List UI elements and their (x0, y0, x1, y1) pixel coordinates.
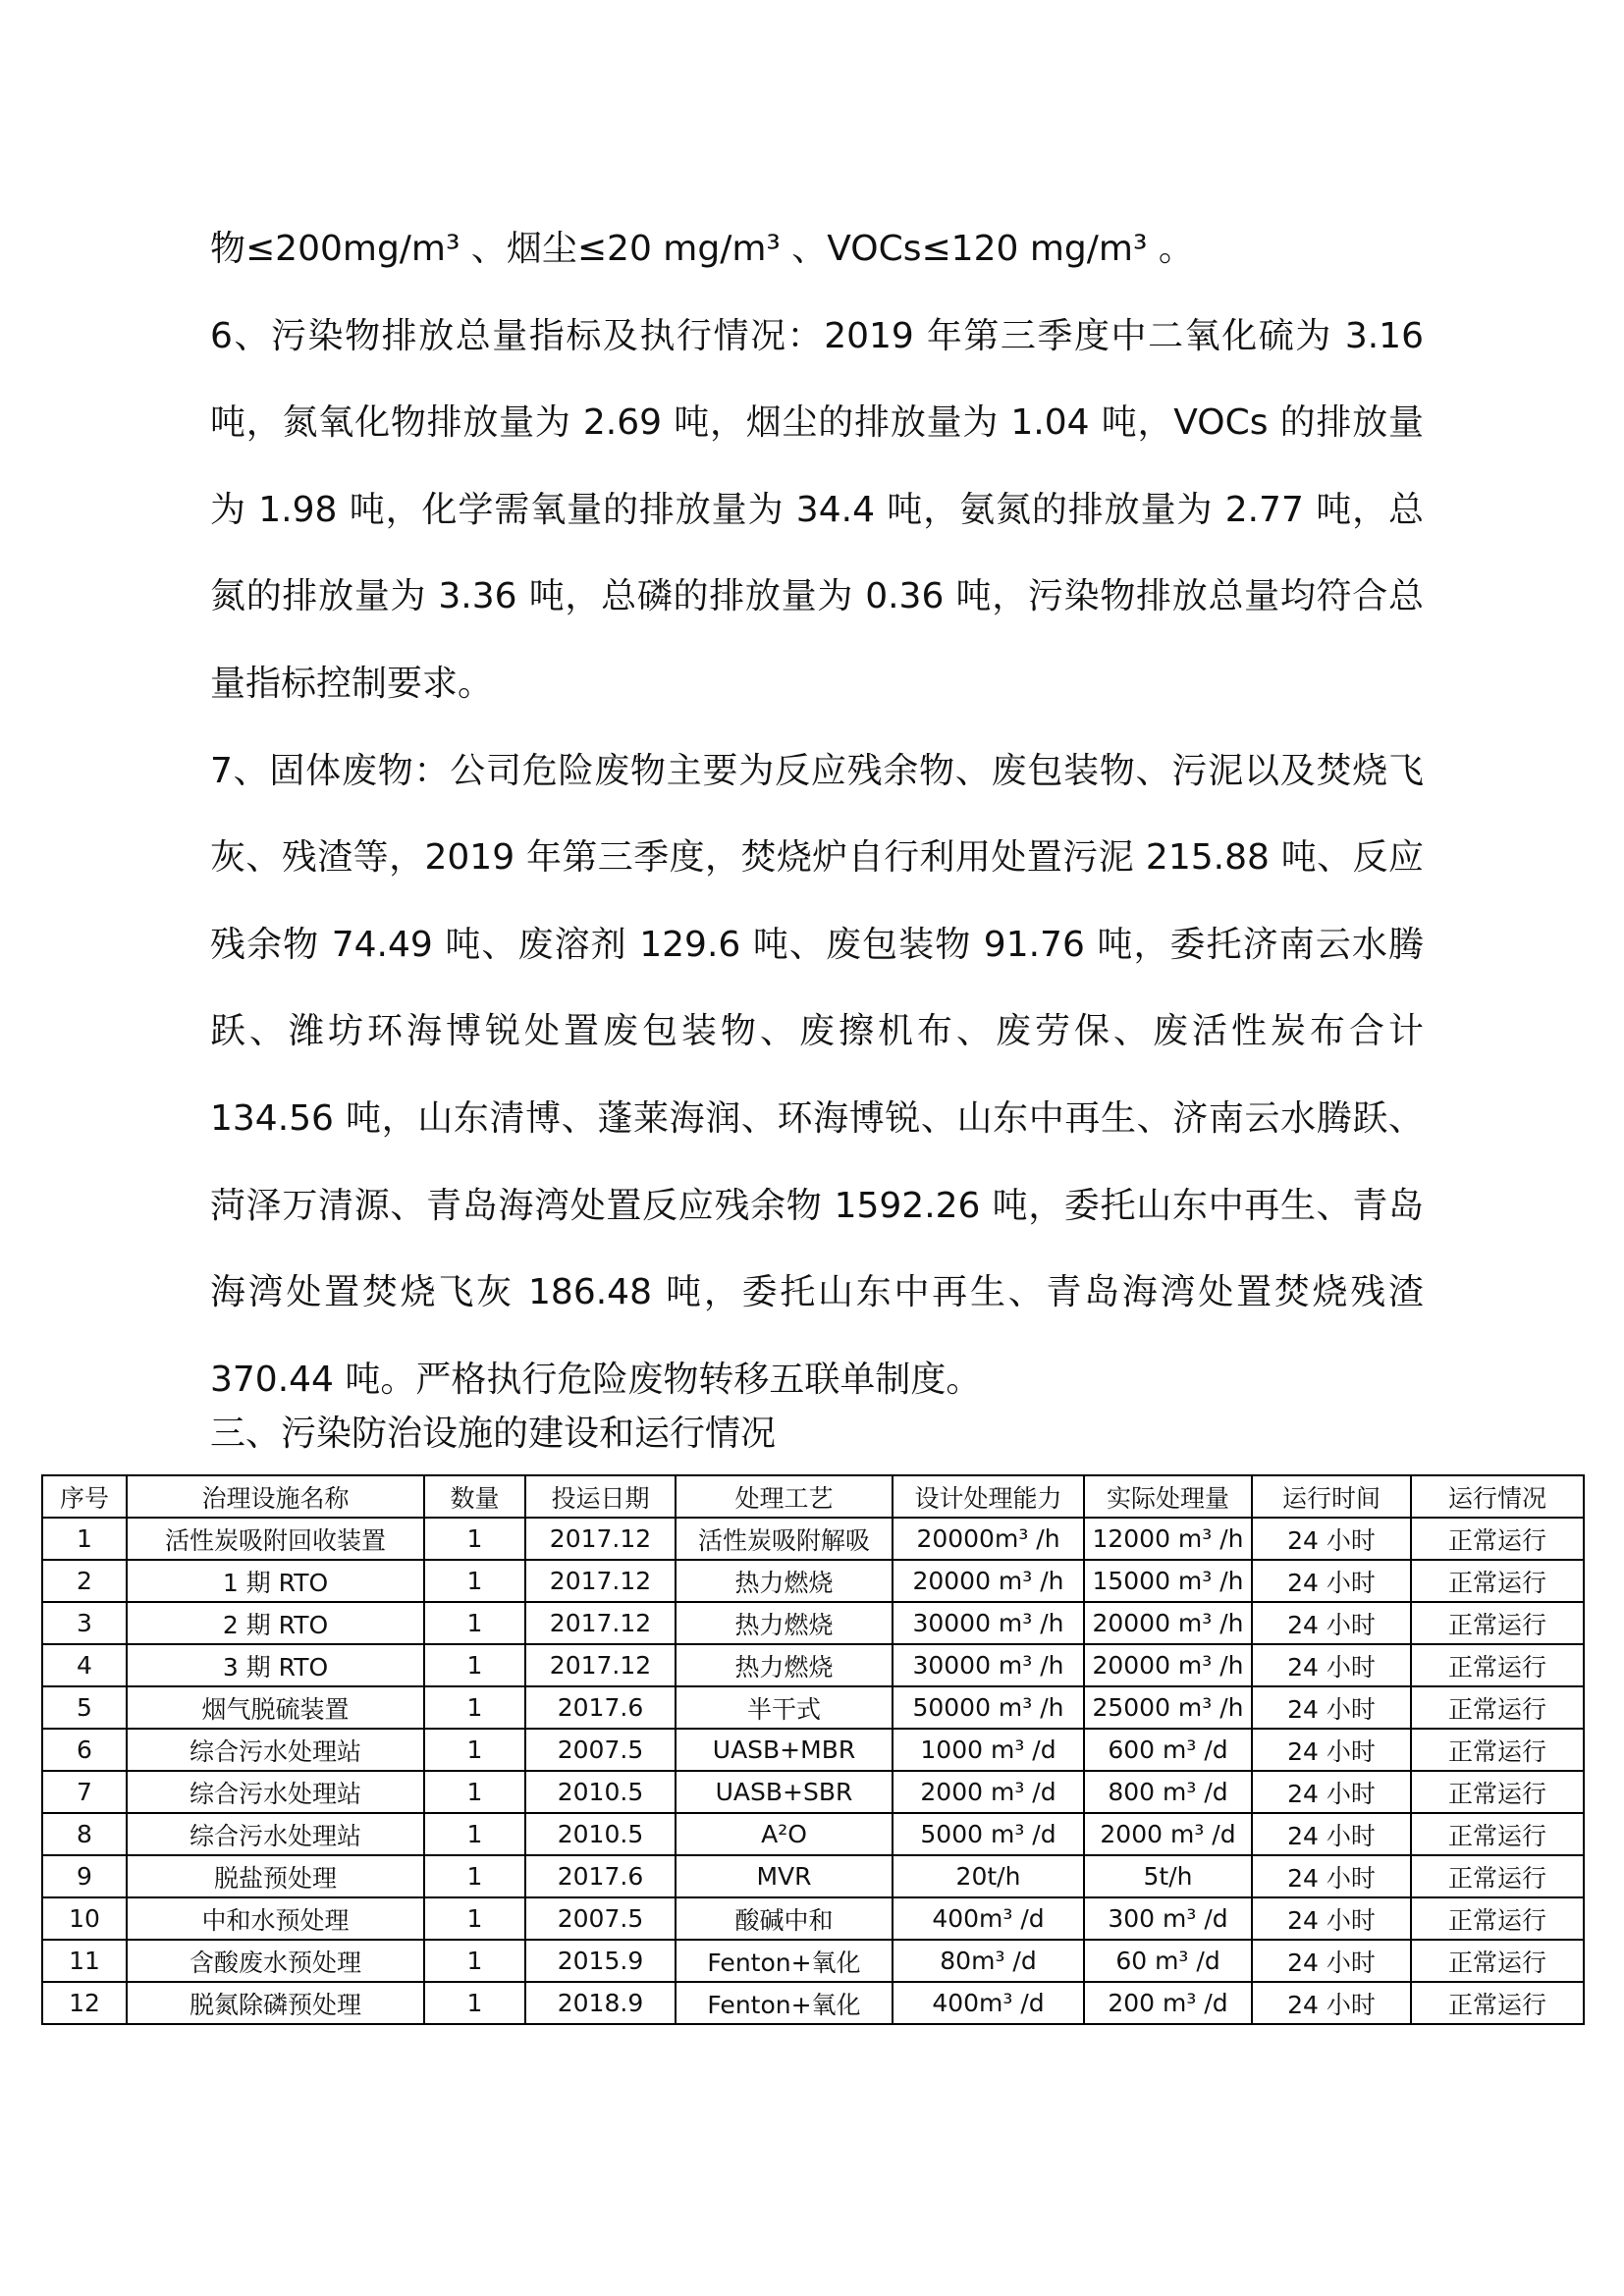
table-cell: 12000 m³ /h (1084, 1518, 1252, 1560)
header-cell: 处理工艺 (676, 1475, 893, 1518)
table-row (42, 1982, 1584, 2024)
table-cell: 正常运行 (1411, 1771, 1584, 1813)
table-cell: 24 小时 (1252, 1813, 1411, 1855)
table-row (42, 1940, 1584, 1982)
table-row (42, 1686, 1584, 1729)
table-cell: 活性炭吸附回收装置 (127, 1518, 424, 1560)
table-cell: 5t/h (1084, 1855, 1252, 1897)
table-cell: 2000 m³ /d (1084, 1813, 1252, 1855)
table-cell: 6 (42, 1729, 127, 1771)
table-row (42, 1644, 1584, 1686)
table-cell: 3 (42, 1602, 127, 1644)
table-cell: 20000 m³ /h (893, 1560, 1084, 1602)
table-cell: 50000 m³ /h (893, 1686, 1084, 1729)
table-cell: 1 (424, 1644, 525, 1686)
table-cell: MVR (676, 1855, 893, 1897)
table-cell: 综合污水处理站 (127, 1813, 424, 1855)
table-cell: 24 小时 (1252, 1729, 1411, 1771)
table-header-row (42, 1475, 1584, 1518)
table-cell: Fenton+氧化 (676, 1940, 893, 1982)
table-row (42, 1771, 1584, 1813)
table-row (42, 1855, 1584, 1897)
table-cell: 1 (424, 1771, 525, 1813)
table-cell: 半干式 (676, 1686, 893, 1729)
table-cell: 4 (42, 1644, 127, 1686)
table-cell: 综合污水处理站 (127, 1729, 424, 1771)
table-cell: 脱氮除磷预处理 (127, 1982, 424, 2024)
header-cell: 序号 (42, 1475, 127, 1518)
table-cell: 24 小时 (1252, 1560, 1411, 1602)
table-cell: 2017.6 (525, 1686, 676, 1729)
table-cell: UASB+MBR (676, 1729, 893, 1771)
table-cell: 300 m³ /d (1084, 1897, 1252, 1940)
table-cell: 正常运行 (1411, 1518, 1584, 1560)
table-cell: 含酸废水预处理 (127, 1940, 424, 1982)
table-row (42, 1602, 1584, 1644)
table-cell: 1 (424, 1686, 525, 1729)
table-cell: 60 m³ /d (1084, 1940, 1252, 1982)
section-heading: 三、污染防治设施的建设和运行情况 (210, 1414, 777, 1454)
table-cell: 2017.6 (525, 1855, 676, 1897)
header-cell: 运行时间 (1252, 1475, 1411, 1518)
table-cell: 5000 m³ /d (893, 1813, 1084, 1855)
paragraph-emission-standard-tail: 物≤200mg/m³ 、烟尘≤20 mg/m³ 、VOCs≤120 mg/m³ 。 (210, 229, 1194, 269)
table-cell: 24 小时 (1252, 1940, 1411, 1982)
table-cell: 2000 m³ /d (893, 1771, 1084, 1813)
table-cell: A²O (676, 1813, 893, 1855)
table-cell: 24 小时 (1252, 1686, 1411, 1729)
table-cell: 7 (42, 1771, 127, 1813)
header-cell: 运行情况 (1411, 1475, 1584, 1518)
table-cell: 2 期 RTO (127, 1602, 424, 1644)
header-cell: 数量 (424, 1475, 525, 1518)
table-body (42, 1518, 1584, 2024)
table-cell: 80m³ /d (893, 1940, 1084, 1982)
header-cell: 投运日期 (525, 1475, 676, 1518)
table-cell: 24 小时 (1252, 1982, 1411, 2024)
table-cell: 正常运行 (1411, 1855, 1584, 1897)
table-cell: 1 (424, 1729, 525, 1771)
header-cell: 设计处理能力 (893, 1475, 1084, 1518)
table-cell: 8 (42, 1813, 127, 1855)
table-cell: 正常运行 (1411, 1729, 1584, 1771)
facility-table (41, 1474, 1585, 2025)
table-cell: 400m³ /d (893, 1897, 1084, 1940)
table-cell: 1 (42, 1518, 127, 1560)
table-cell: 20t/h (893, 1855, 1084, 1897)
table-cell: 30000 m³ /h (893, 1644, 1084, 1686)
table-cell: 24 小时 (1252, 1602, 1411, 1644)
table-cell: 2010.5 (525, 1771, 676, 1813)
table-cell: 热力燃烧 (676, 1602, 893, 1644)
table-cell: 1 (424, 1982, 525, 2024)
table-cell: 烟气脱硫装置 (127, 1686, 424, 1729)
table-cell: 正常运行 (1411, 1602, 1584, 1644)
table-cell: 正常运行 (1411, 1644, 1584, 1686)
table-row (42, 1897, 1584, 1940)
table-cell: 11 (42, 1940, 127, 1982)
table-cell: 3 期 RTO (127, 1644, 424, 1686)
table-cell: UASB+SBR (676, 1771, 893, 1813)
table-cell: 1 (424, 1560, 525, 1602)
facility-table-wrapper (41, 1474, 1583, 2025)
table-cell: 1000 m³ /d (893, 1729, 1084, 1771)
table-row (42, 1560, 1584, 1602)
table-row (42, 1813, 1584, 1855)
table-cell: 24 小时 (1252, 1771, 1411, 1813)
table-cell: 2 (42, 1560, 127, 1602)
table-row (42, 1518, 1584, 1560)
table-cell: 1 (424, 1855, 525, 1897)
table-cell: 5 (42, 1686, 127, 1729)
table-cell: 2007.5 (525, 1897, 676, 1940)
table-cell: 2007.5 (525, 1729, 676, 1771)
paragraph-solid-waste: 7、固体废物：公司危险废物主要为反应残余物、废包装物、污泥以及焚烧飞灰、残渣等，2019 年第三季度，焚烧炉自行利用处置污泥 215.88 吨、反应残余物 74.49 吨、废溶剂 129.6 吨、废包装物 91.76 吨，委托济南云水腾跃、潍坊环海博锐处置废包装物、废擦机布、废劳保、废活性炭布合计 134.56 吨，山东清博、蓬莱海润、环海博锐、山东中再生、济南云水腾跃、菏泽万清源、青岛海湾处置反应残余物 1592.26 吨，委托山东中再生、青岛海湾处置焚烧飞灰 186.48 吨，委托山东中再生、青岛海湾处置焚烧残渣 370.44 吨。严格执行危险废物转移五联单制度。 (210, 750, 1424, 1400)
table-cell: 热力燃烧 (676, 1644, 893, 1686)
table-cell: 正常运行 (1411, 1940, 1584, 1982)
table-cell: 1 (424, 1813, 525, 1855)
table-cell: 2017.12 (525, 1518, 676, 1560)
table-cell: 1 (424, 1940, 525, 1982)
table-cell: 24 小时 (1252, 1855, 1411, 1897)
table-cell: 20000 m³ /h (1084, 1644, 1252, 1686)
table-cell: 12 (42, 1982, 127, 2024)
table-cell: Fenton+氧化 (676, 1982, 893, 2024)
table-cell: 400m³ /d (893, 1982, 1084, 2024)
table-cell: 2017.12 (525, 1602, 676, 1644)
table-cell: 9 (42, 1855, 127, 1897)
table-cell: 24 小时 (1252, 1644, 1411, 1686)
table-cell: 20000 m³ /h (1084, 1602, 1252, 1644)
table-cell: 热力燃烧 (676, 1560, 893, 1602)
table-row (42, 1729, 1584, 1771)
table-cell: 10 (42, 1897, 127, 1940)
table-cell: 正常运行 (1411, 1897, 1584, 1940)
table-cell: 正常运行 (1411, 1686, 1584, 1729)
table-cell: 1 (424, 1897, 525, 1940)
table-cell: 活性炭吸附解吸 (676, 1518, 893, 1560)
table-cell: 正常运行 (1411, 1982, 1584, 2024)
table-cell: 酸碱中和 (676, 1897, 893, 1940)
table-cell: 600 m³ /d (1084, 1729, 1252, 1771)
table-cell: 中和水预处理 (127, 1897, 424, 1940)
table-cell: 24 小时 (1252, 1897, 1411, 1940)
table-cell: 脱盐预处理 (127, 1855, 424, 1897)
table-cell: 1 (424, 1602, 525, 1644)
table-cell: 2015.9 (525, 1940, 676, 1982)
table-cell: 正常运行 (1411, 1560, 1584, 1602)
table-cell: 2017.12 (525, 1560, 676, 1602)
paragraph-emission-totals: 6、污染物排放总量指标及执行情况：2019 年第三季度中二氧化硫为 3.16 吨，氮氧化物排放量为 2.69 吨，烟尘的排放量为 1.04 吨，VOCs 的排放量为 1.98 吨，化学需氧量的排放量为 34.4 吨，氨氮的排放量为 2.77 吨，总氮的排放量为 3.36 吨，总磷的排放量为 0.36 吨，污染物排放总量均符合总量指标控制要求。 (210, 315, 1424, 704)
table-cell: 综合污水处理站 (127, 1771, 424, 1813)
table-cell: 15000 m³ /h (1084, 1560, 1252, 1602)
table-cell: 25000 m³ /h (1084, 1686, 1252, 1729)
table-cell: 30000 m³ /h (893, 1602, 1084, 1644)
table-cell: 2017.12 (525, 1644, 676, 1686)
table-cell: 2018.9 (525, 1982, 676, 2024)
table-cell: 800 m³ /d (1084, 1771, 1252, 1813)
table-cell: 20000m³ /h (893, 1518, 1084, 1560)
table-cell: 200 m³ /d (1084, 1982, 1252, 2024)
table-cell: 1 期 RTO (127, 1560, 424, 1602)
header-cell: 治理设施名称 (127, 1475, 424, 1518)
table-cell: 2010.5 (525, 1813, 676, 1855)
table-cell: 1 (424, 1518, 525, 1560)
table-cell: 24 小时 (1252, 1518, 1411, 1560)
header-cell: 实际处理量 (1084, 1475, 1252, 1518)
body-text (210, 206, 1424, 1423)
table-cell: 正常运行 (1411, 1813, 1584, 1855)
